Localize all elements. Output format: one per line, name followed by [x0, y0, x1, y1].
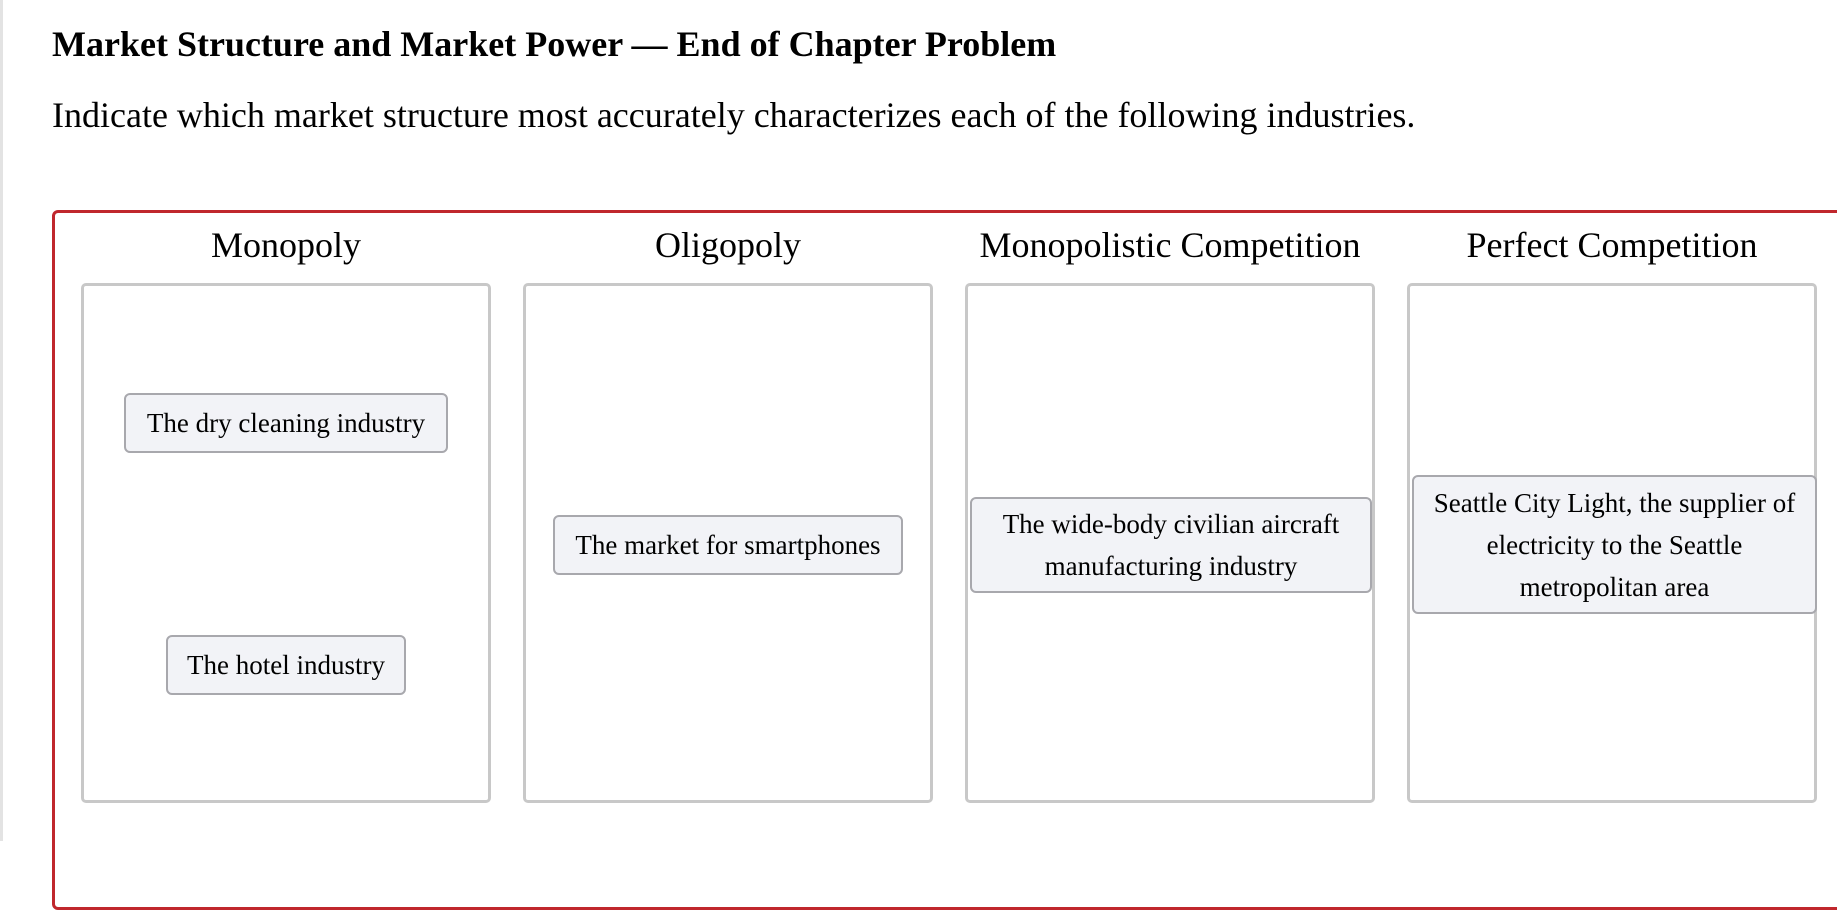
page-left-edge	[0, 0, 3, 841]
drag-and-drop-panel	[52, 210, 1837, 910]
column-header-monopoly: Monopoly	[210, 225, 361, 265]
answer-card-seattle-city-light[interactable]: Seattle City Light, the supplier of electricity to the Seattle metropolitan area	[1412, 475, 1817, 614]
answer-card-aircraft[interactable]: The wide-body civilian aircraft manufacturing industry	[970, 497, 1372, 593]
question-prompt: Indicate which market structure most accurately characterizes each of the following industries.	[52, 95, 1416, 135]
column-header-monopolistic-competition: Monopolistic Competition	[979, 225, 1361, 265]
page-title: Market Structure and Market Power — End of Chapter Problem	[52, 24, 1057, 64]
answer-card-smartphones[interactable]: The market for smartphones	[553, 515, 903, 575]
column-header-perfect-competition: Perfect Competition	[1466, 225, 1758, 265]
drop-zone-monopolistic-competition[interactable]	[965, 283, 1375, 803]
drop-zone-perfect-competition[interactable]	[1407, 283, 1817, 803]
drop-zone-oligopoly[interactable]	[523, 283, 933, 803]
column-header-oligopoly: Oligopoly	[654, 225, 801, 265]
answer-card-dry-cleaning[interactable]: The dry cleaning industry	[124, 393, 448, 453]
answer-card-hotel[interactable]: The hotel industry	[166, 635, 406, 695]
drop-zone-monopoly[interactable]	[81, 283, 491, 803]
